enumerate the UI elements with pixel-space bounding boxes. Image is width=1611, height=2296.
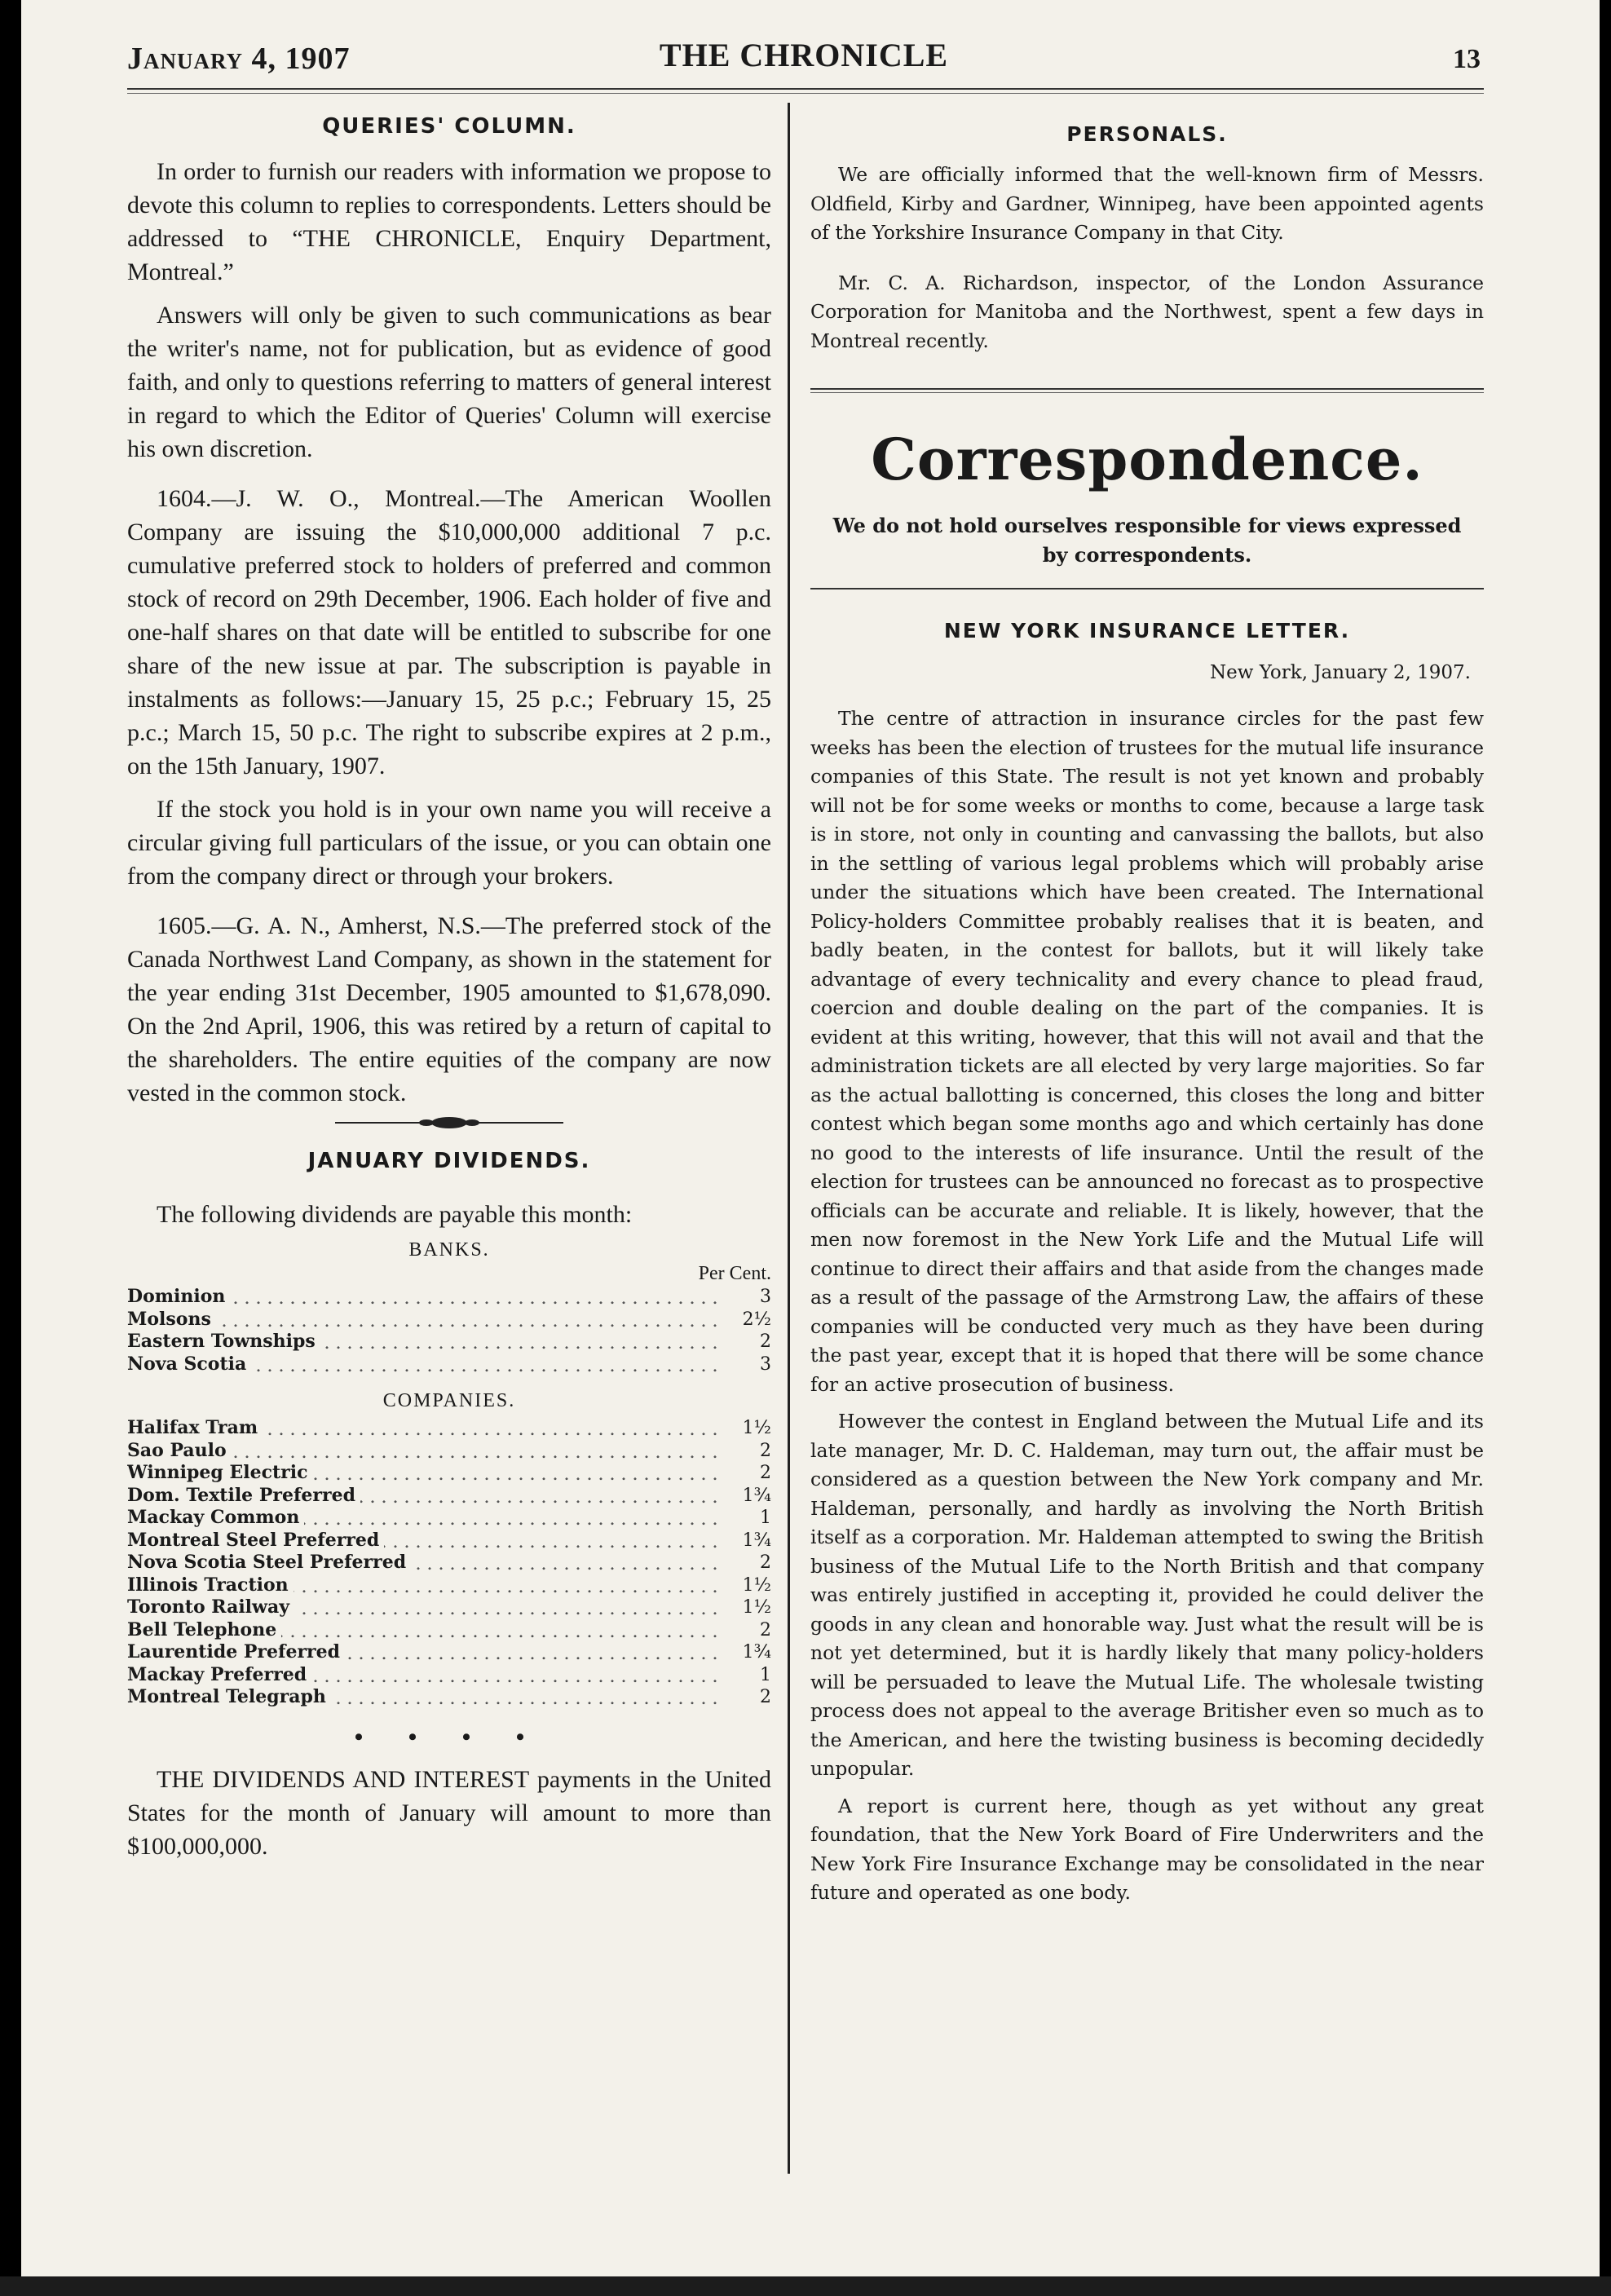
queries-heading: QUERIES' COLUMN. <box>322 114 576 139</box>
right-column <box>810 114 1484 1908</box>
banks-heading: BANKS. <box>408 1239 490 1261</box>
company-row-name: Montreal Steel Preferred <box>127 1530 384 1551</box>
dividends-closing: THE DIVIDENDS AND INTEREST payments in the United States for the month of January will amount to more than $100,000,000. <box>127 1765 771 1860</box>
company-row-name: Toronto Railway <box>127 1596 294 1618</box>
companies-table <box>127 1417 771 1709</box>
query-1605: 1605.—G. A. N., Amherst, N.S.—The preferred stock of the Canada Northwest Land Company, as shown in the statement for the year ending 31st December, 1905 amounted to $1,678,090. On the 2nd April, 1906, this was retired by a return of capital to the shareholders. The entire equities of the company are now vested in the common stock. <box>127 912 771 1106</box>
company-row <box>127 1530 771 1552</box>
query-1604-followup: If the stock you hold is in your own name you will receive a circular giving full particulars of the issue, or you can obtain one from the company direct or through your brokers. <box>127 796 771 890</box>
queries-intro-p1: In order to furnish our readers with information we propose to devote this column to replies to correspondents. Letters should be addressed to “THE CHRONICLE, Enquiry Department, Montreal.” <box>127 158 771 285</box>
company-row <box>127 1574 771 1597</box>
companies-heading: COMPANIES. <box>382 1390 516 1411</box>
bank-row-name: Molsons <box>127 1309 216 1330</box>
personals-p1: We are officially informed that the well-known firm of Messrs. Oldfield, Kirby and Gardner, Winnipeg, have been appointed agents of the Yorkshire Insurance Company in that City. <box>810 163 1484 244</box>
letter-dateline: New York, January 2, 1907. <box>1210 662 1471 683</box>
dividends-intro: The following dividends are payable this month: <box>157 1201 633 1228</box>
letter-p1: The centre of attraction in insurance circles for the past few weeks has been the election of trustees for the mutual life insurance companies of this State. The result is not yet known and probably will not be for some weeks or months to come, because a large task is in store, not only in counting and canvassing the ballots, but also in the settling of various legal problems which will probably arise under the situations which have been created. The International Policy-holders Committee probably realises that it is beaten, and badly beaten, in the contest for ballots, but it will likely take advantage of every technicality and every chance to plead fraud, coercion and double dealing on the part of the companies. It is evident at this writing, however, that this will not avail and that the administration tickets are all elected by very large majorities. So far as the actual ballotting is concerned, this closes the long and bitter contest which began some months ago and which certainly has done no good to the interests of life insurance. Until the result of the election for trustees can be announced no forecast as to prospective officials can be accurate and reliable. It is likely, however, that the men now foremost in the New York Life and the Mutual Life will continue to direct their affairs and that aside from the changes made as a result of the passage of the Armstrong Law, the affairs of these companies will be conducted very much as they have been during the past year, except that it is hoped that there will be some chance for an active prosecution of business. <box>810 707 1484 1396</box>
company-row <box>127 1596 771 1619</box>
company-row-value: 2 <box>760 1440 771 1461</box>
bank-row-value: 2½ <box>742 1309 771 1330</box>
company-row <box>127 1507 771 1530</box>
bank-row <box>127 1309 771 1331</box>
company-row-name: Bell Telephone <box>127 1619 281 1640</box>
company-row-name: Halifax Tram <box>127 1417 263 1438</box>
correspondence-title: Correspondence. <box>871 426 1423 493</box>
company-row <box>127 1686 771 1709</box>
company-row <box>127 1664 771 1687</box>
company-row-name: Illinois Traction <box>127 1574 294 1596</box>
letter-heading: NEW YORK INSURANCE LETTER. <box>943 619 1351 642</box>
section-ornament <box>127 1113 771 1133</box>
header-date: January 4, 1907 <box>127 42 351 76</box>
bank-row-name: Dominion <box>127 1286 230 1307</box>
letter-p2: However the contest in England between the Mutual Life and its late manager, Mr. D. C. Haldeman, may turn out, the affair must be considered as a question between the New York company and Mr. Haldeman, personally, and hardly as involving the North British itself as a corporation. Mr. Haldeman attempted to swing the British business of the Mutual Life to the North British and that company was entirely justified in accepting it, provided he could deliver the goods in any clean and honorable way. Just what the result will be is not yet determined, but it is hardly likely that many policy-holders will be persuaded to leave the Mutual Life. The wholesale twisting process does not appeal to the average Britisher even so much as to the American, and here the twisting business is becoming decidedly unpopular. <box>810 1410 1484 1780</box>
company-row-name: Sao Paulo <box>127 1440 232 1461</box>
bank-row-name: Eastern Townships <box>127 1331 320 1352</box>
banks-table <box>127 1286 771 1375</box>
company-row <box>127 1440 771 1463</box>
per-cent-label: Per Cent. <box>698 1263 771 1284</box>
personals-heading: PERSONALS. <box>1066 122 1228 146</box>
correspondence-disclaimer: We do not hold ourselves responsible for views expressed by correspondents. <box>832 514 1462 567</box>
bank-row-value: 3 <box>760 1353 771 1375</box>
scan-bottom-edge <box>0 2276 1611 2296</box>
company-row-value: 1½ <box>742 1574 771 1596</box>
company-row-value: 2 <box>760 1687 771 1707</box>
letter-p3: A report is current here, though as yet without any great foundation, that the New York Board of Fire Underwriters and the New York Fire Insurance Exchange may be consolidated in the near future and operated as one body. <box>810 1794 1484 1904</box>
newspaper-page <box>21 0 1600 2296</box>
left-column <box>127 114 771 1863</box>
company-row <box>127 1641 771 1664</box>
company-row-value: 1¾ <box>742 1485 771 1506</box>
page-number: 13 <box>1453 44 1481 74</box>
company-row-value: 1¾ <box>742 1530 771 1551</box>
header-rule-top <box>127 88 1484 90</box>
bank-row <box>127 1286 771 1309</box>
personals-p2: Mr. C. A. Richardson, inspector, of the London Assurance Corporation for Manitoba and the Northwest, spent a few days in Montreal recently. <box>810 271 1484 352</box>
bank-row <box>127 1331 771 1353</box>
dividends-heading: JANUARY DIVIDENDS. <box>307 1149 591 1173</box>
company-row <box>127 1485 771 1508</box>
company-row-name: Dom. Textile Preferred <box>127 1485 360 1506</box>
ornament-rule-icon <box>335 1115 563 1131</box>
bank-row-name: Nova Scotia <box>127 1353 251 1375</box>
query-1604: 1604.—J. W. O., Montreal.—The American Woollen Company are issuing the $10,000,000 additional 7 p.c. cumulative preferred stock to holders of preferred and common stock of record on 29th December, 1906. Each holder of five and one-half shares on that date will be entitled to subscribe for one share of the new issue at par. The subscription is payable in instalments as follows:—January 15, 25 p.c.; February 15, 25 p.c.; March 15, 50 p.c. The right to subscribe expires at 2 p.m., on the 15th January, 1907. <box>127 485 771 779</box>
company-row-value: 1½ <box>742 1418 771 1438</box>
company-row-name: Nova Scotia Steel Preferred <box>127 1552 411 1573</box>
correspondence-rule <box>810 588 1484 589</box>
company-row-name: Winnipeg Electric <box>127 1462 312 1483</box>
company-row-value: 1 <box>760 1508 771 1528</box>
bank-row-value: 2 <box>760 1331 771 1352</box>
company-row-name: Mackay Preferred <box>127 1664 311 1685</box>
company-row <box>127 1417 771 1440</box>
company-row <box>127 1619 771 1642</box>
personals-rule <box>810 388 1484 393</box>
queries-intro-p2: Answers will only be given to such communications as bear the writer's name, not for publication, but as evidence of good faith, and only to questions referring to matters of general interest in regard to which the Editor of Queries' Column will exercise his own discretion. <box>127 302 771 462</box>
separator-dots: • • • • <box>354 1723 545 1751</box>
company-row-value: 1 <box>760 1664 771 1685</box>
company-row-name: Laurentide Preferred <box>127 1641 345 1662</box>
company-row-value: 1½ <box>742 1597 771 1618</box>
company-row-name: Mackay Common <box>127 1507 304 1528</box>
company-row <box>127 1462 771 1485</box>
company-row <box>127 1552 771 1574</box>
company-row-name: Montreal Telegraph <box>127 1686 331 1707</box>
company-row-value: 2 <box>760 1552 771 1573</box>
header-rule-bottom <box>127 93 1484 94</box>
company-row-value: 1¾ <box>742 1642 771 1662</box>
company-row-value: 2 <box>760 1463 771 1483</box>
company-row-value: 2 <box>760 1619 771 1640</box>
masthead-title: THE CHRONICLE <box>659 37 949 73</box>
bank-row <box>127 1353 771 1376</box>
bank-row-value: 3 <box>760 1287 771 1307</box>
column-divider <box>788 103 790 2174</box>
page-header <box>127 36 1481 82</box>
